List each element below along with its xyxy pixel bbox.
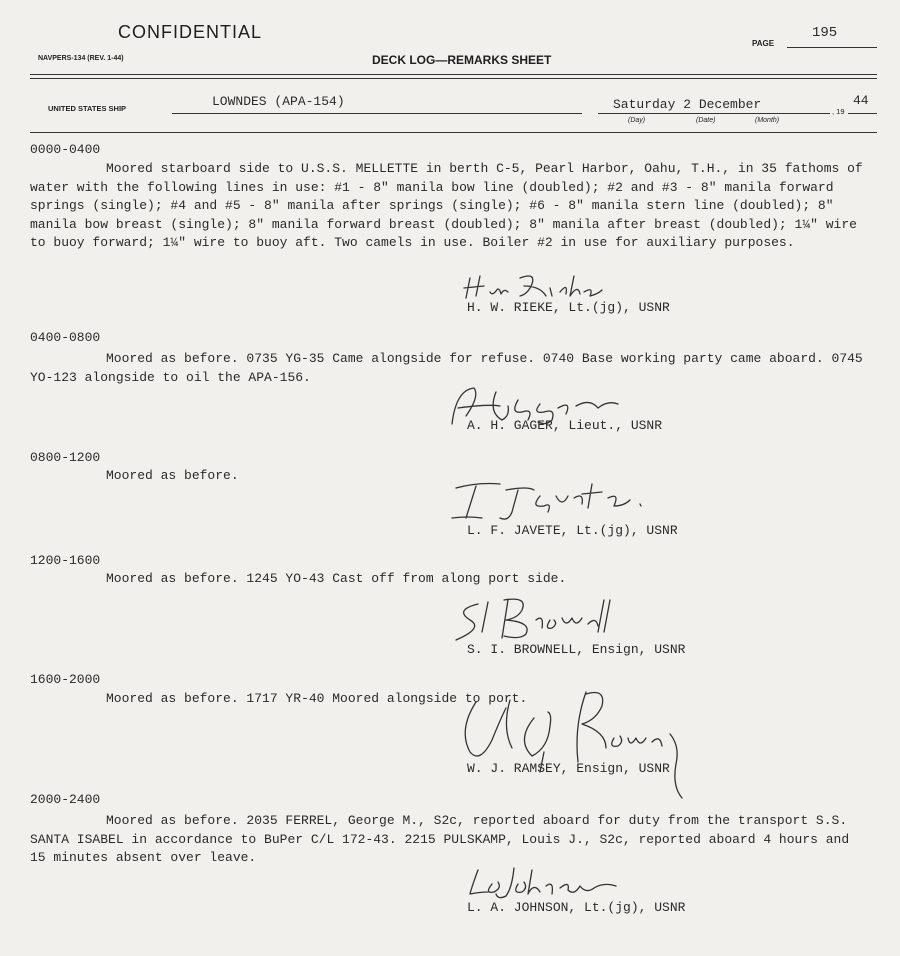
header-rule-bottom — [30, 78, 877, 79]
log-date: Saturday 2 December — [613, 97, 762, 112]
officer-signature-line: S. I. BROWNELL, Ensign, USNR — [467, 642, 686, 657]
ship-label: UNITED STATES SHIP — [48, 104, 127, 113]
header-rule-top — [30, 74, 877, 75]
watch-period: 0000-0400 — [30, 142, 101, 157]
officer-signature-line: L. F. JAVETE, Lt.(jg), USNR — [467, 523, 678, 538]
watch-period: 0400-0800 — [30, 330, 101, 345]
watch-remarks: Moored as before. 0735 YG-35 Came alongside for refuse. 0740 Base working party came aboard. 0745 YO-123 alongside to oil the APA-156. — [30, 351, 863, 385]
page-number: 195 — [812, 25, 838, 41]
watch-remarks: Moored starboard side to U.S.S. MELLETTE in berth C-5, Pearl Harbor, Oahu, T.H., in 35 fathoms of water with the following lines in use: #1 - 8" manila bow line (doubled); #2 and #3 - 8" manila forward springs (single); #4 and #5 - 8" manila after springs (single); #6 - 8" manila stern line (doubled); 8" manila bow breast (single); 8" manila forward breast (doubled); 8" manila after breast (doubled); 1¼" wire to buoy forward; 1¼" wire to buoy aft. Two camels in use. Boiler #2 in use for auxiliary purposes. — [30, 161, 863, 250]
signature-rieke — [462, 272, 612, 302]
year-suffix: 44 — [853, 93, 869, 108]
watch-period: 2000-2400 — [30, 792, 101, 807]
officer-signature-line: A. H. GAGER, Lieut., USNR — [467, 418, 663, 433]
caption-date: (Date) — [696, 117, 716, 124]
watch-period: 0800-1200 — [30, 450, 101, 465]
officer-signature-line: W. J. RAMSEY, Ensign, USNR — [467, 761, 670, 776]
signature-javete — [448, 478, 648, 526]
classification-stamp: CONFIDENTIAL — [118, 22, 263, 42]
ship-name: LOWNDES (APA-154) — [212, 94, 345, 109]
date-underline — [598, 113, 830, 114]
sheet-title: DECK LOG—REMARKS SHEET — [372, 53, 552, 67]
ship-underline — [172, 113, 582, 114]
officer-signature-line: L. A. JOHNSON, Lt.(jg), USNR — [467, 900, 686, 915]
officer-signature-line: H. W. RIEKE, Lt.(jg), USNR — [467, 300, 670, 315]
year-underline — [848, 113, 877, 114]
page-label: PAGE — [752, 39, 775, 48]
watch-remarks: Moored as before. 1717 YR-40 Moored alongside to port. — [106, 691, 528, 706]
year-prefix: , 19 — [832, 107, 845, 116]
signature-johnson — [466, 866, 626, 900]
form-number: NAVPERS-134 (REV. 1-44) — [38, 55, 124, 62]
signature-ramsey — [456, 686, 696, 802]
caption-day: (Day) — [628, 117, 646, 124]
watch-period: 1600-2000 — [30, 672, 101, 687]
caption-month: (Month) — [755, 117, 780, 124]
watch-remarks: Moored as before. — [106, 468, 239, 483]
page-underline — [787, 47, 877, 48]
watch-remarks: Moored as before. 1245 YO-43 Cast off from along port side. — [106, 571, 567, 586]
ship-rule — [30, 132, 877, 133]
watch-remarks: Moored as before. 2035 FERREL, George M., S2c, reported aboard for duty from the transport S.S. SANTA ISABEL in accordance to BuPer C/L 172-43. 2215 PULSKAMP, Louis J., S2c, reported aboard 4 hours and 15 minutes absent over leave. — [30, 813, 850, 865]
signature-brownell — [448, 596, 618, 644]
watch-period: 1200-1600 — [30, 553, 101, 568]
